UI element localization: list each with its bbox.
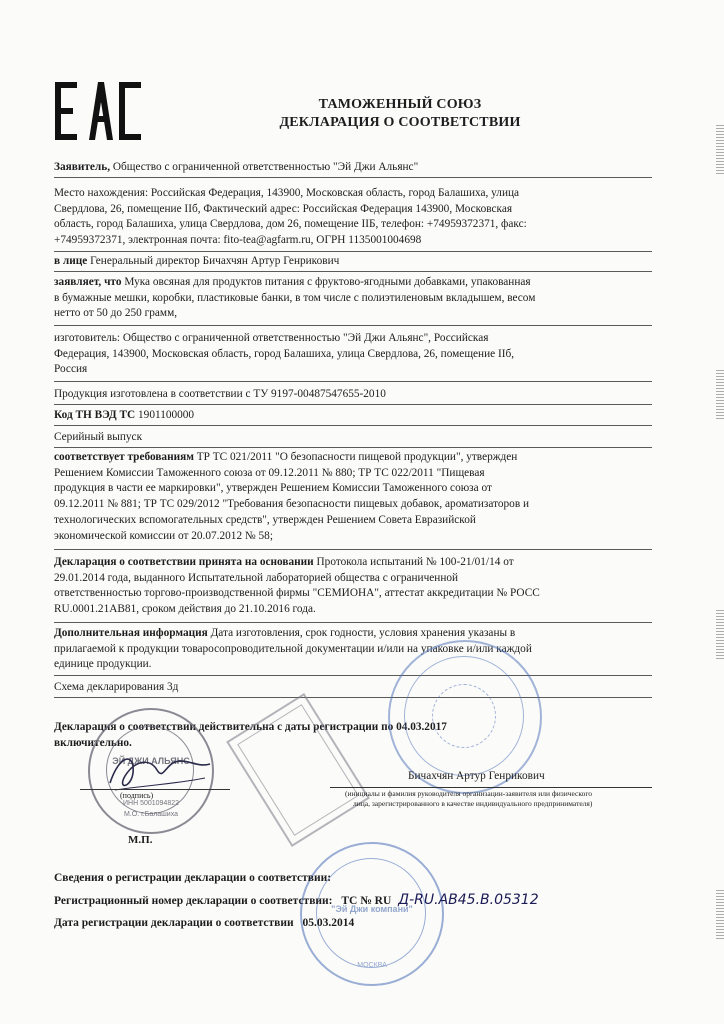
scheme-row xyxy=(54,680,644,696)
person-row xyxy=(54,254,644,270)
divider xyxy=(54,447,652,448)
applicant-value: Общество с ограниченной ответственностью "Эй Джи Альянс" xyxy=(112,161,419,173)
divider xyxy=(54,325,652,326)
company-stamp-city: М.О. г.Балашиха xyxy=(123,811,179,818)
declares-block xyxy=(54,275,644,322)
mp-label: М.П. xyxy=(128,834,153,846)
code-row xyxy=(54,408,644,424)
basis-label: Декларация о соответствии принята на основании xyxy=(54,556,314,568)
registration-title: Сведения о регистрации декларации о соответствии: xyxy=(54,872,332,884)
registration-date-label: Дата регистрации декларации о соответствии xyxy=(54,917,294,929)
additional-line: единице продукции. xyxy=(54,658,152,671)
document-header xyxy=(220,96,580,132)
divider xyxy=(54,251,652,252)
address-line: +74959372371, электронная почта: fito-tea@agfarm.ru, ОГРН 1135001004698 xyxy=(54,234,422,247)
divider xyxy=(54,425,652,426)
divider xyxy=(54,177,652,178)
serial-text: Серийный выпуск xyxy=(54,431,143,443)
name-line xyxy=(330,787,652,788)
additional-line: Дата изготовления, срок годности, условия хранения указаны в xyxy=(210,627,516,639)
scan-mark xyxy=(716,890,724,940)
requirements-line: ТР ТС 021/2011 "О безопасности пищевой продукции", утвержден xyxy=(196,451,518,463)
validity-line: Декларация о соответствии действительна с даты регистрации по 04.03.2017 xyxy=(54,721,447,733)
divider xyxy=(54,549,652,550)
company-stamp-name: ЭЙ ДЖИ АЛЬЯНС xyxy=(112,756,190,766)
divider xyxy=(54,622,652,623)
declares-line: в бумажные мешки, коробки, пластиковые банки, в том числе с полиэтиленовым вкладышем, весом xyxy=(54,291,536,304)
person-label: в лице xyxy=(54,255,88,267)
signature-caption: (подпись) xyxy=(120,791,154,800)
requirements-line: продукция в части ее маркировки", утвержден Решением Комиссии Таможенного союза от xyxy=(54,482,492,495)
production-row xyxy=(54,387,644,403)
registration-date-value: 05.03.2014 xyxy=(302,917,355,929)
applicant-label: Заявитель, xyxy=(54,161,111,173)
authority-stamp-city: МОСКВА xyxy=(357,962,387,969)
address-line: Место нахождения: Российская Федерация, 143900, Московская область, город Балашиха, улица xyxy=(54,187,520,199)
registration-number-value: Д-RU.АВ45.В.05312 xyxy=(398,892,539,908)
production-value: ТУ 9197-00487547655-2010 xyxy=(253,388,386,400)
requirements-label: соответствует требованиям xyxy=(54,451,194,463)
code-label: Код ТН ВЭД ТС xyxy=(54,409,136,421)
serial-row xyxy=(54,430,644,446)
code-value: 1901100000 xyxy=(138,409,195,421)
scan-mark xyxy=(716,610,724,660)
company-stamp-inn: ИНН 5001094822 xyxy=(122,800,180,807)
declares-label: заявляет, что xyxy=(54,276,122,288)
registration-number-label: Регистрационный номер декларации о соответствии: xyxy=(54,895,333,907)
address-line: Свердлова, 26, помещение IIб, Фактический адрес: Российская Федерация 143900, Московская xyxy=(54,202,513,215)
declares-line: Мука овсяная для продуктов питания с фруктово-ягодными добавками, упакованная xyxy=(124,276,531,288)
applicant-row xyxy=(54,160,644,176)
basis-line: ответственностью торгово-производственной фирмы "СЕМИОНА", аттестат аккредитации № РОСС xyxy=(54,587,540,600)
requirements-line: Решением Комиссии Таможенного союза от 09.12.2011 № 880; ТР ТС 022/2011 "Пищевая xyxy=(54,466,485,479)
scan-mark xyxy=(716,370,724,420)
signer-note-line: лица, зарегистрированного в качестве индивидуального предпринимателя) xyxy=(353,799,593,808)
person-value: Генеральный директор Бичахчян Артур Генрикович xyxy=(90,255,340,267)
basis-line: Протокола испытаний № 100-21/01/14 от xyxy=(316,556,514,568)
signature-line xyxy=(80,789,230,790)
basis-block xyxy=(54,555,644,618)
requirements-line: 09.12.2011 № 881; ТР ТС 029/2012 "Требования безопасности пищевых добавок, ароматизаторов и xyxy=(54,498,530,511)
signer-note-line: (инициалы и фамилия руководителя организации-заявителя или физического xyxy=(345,789,592,798)
requirements-line: технологических вспомогательных средств", утвержден Решением Совета Евразийской xyxy=(54,513,476,526)
additional-line: прилагаемой к продукции товаросопроводительной документации и/или на упаковке и/или каждой xyxy=(54,642,532,655)
divider xyxy=(54,675,652,676)
divider xyxy=(54,381,652,382)
manufacturer-line: изготовитель: Общество с ограниченной ответственностью "Эй Джи Альянс", Российская xyxy=(54,332,489,344)
signer-name: Бичахчян Артур Генрикович xyxy=(408,770,545,782)
validity-line: включительно. xyxy=(54,736,132,749)
registration-rect-stamp xyxy=(226,693,370,847)
manufacturer-block xyxy=(54,331,644,378)
additional-label: Дополнительная информация xyxy=(54,627,208,639)
additional-block xyxy=(54,626,644,673)
scheme-text: Схема декларирования 3д xyxy=(54,681,179,693)
eac-logo-icon xyxy=(55,82,141,140)
declares-line: нетто от 50 до 250 грамм, xyxy=(54,307,178,320)
address-line: область, город Балашиха, улица Свердлова, дом 26, помещение IIБ, телефон: +74959372371, факс: xyxy=(54,218,527,231)
registration-block xyxy=(54,867,644,934)
signer-note xyxy=(345,789,645,809)
basis-line: 29.01.2014 года, выданного Испытательной лабораторией общества с ограниченной xyxy=(54,571,459,584)
registration-number-prefix: ТС № RU xyxy=(341,895,392,907)
header-title: ДЕКЛАРАЦИЯ О СООТВЕТСТВИИ xyxy=(279,115,521,130)
address-block xyxy=(54,186,644,249)
header-union: ТАМОЖЕННЫЙ СОЮЗ xyxy=(318,97,482,112)
manufacturer-line: Россия xyxy=(54,363,88,376)
requirements-block xyxy=(54,450,644,544)
manufacturer-line: Федерация, 143900, Московская область, город Балашиха, улица Свердлова, 26, помещение IIб, xyxy=(54,347,515,360)
scan-mark xyxy=(716,125,724,175)
requirements-line: экономической комиссии от 20.07.2012 № 58; xyxy=(54,529,273,542)
production-label: Продукция изготовлена в соответствии с xyxy=(54,388,251,400)
divider xyxy=(54,404,652,405)
divider xyxy=(54,271,652,272)
authority-stamp-name: "Эй Джи компани" xyxy=(331,904,413,914)
divider xyxy=(54,697,652,698)
basis-line: RU.0001.21АВ81, сроком действия до 21.10.2016 года. xyxy=(54,603,316,616)
